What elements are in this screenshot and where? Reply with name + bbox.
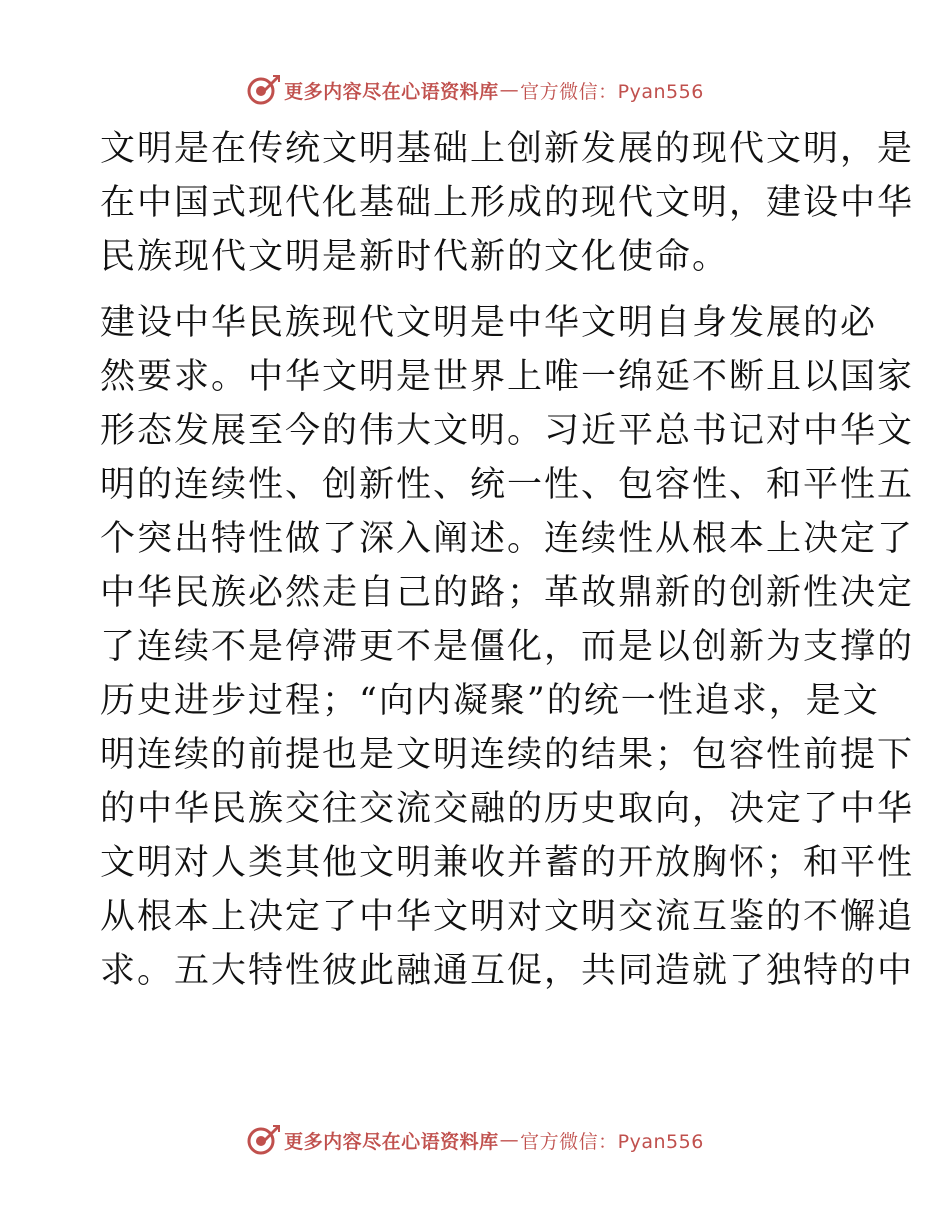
watermark-wechat-text: 官方微信：Pyan556 bbox=[520, 80, 704, 103]
watermark-dash: — bbox=[499, 1129, 520, 1151]
quill-logo-icon bbox=[246, 1123, 280, 1157]
text-line: 在中国式现代化基础上形成的现代文明，建设中华 bbox=[100, 183, 915, 223]
text-line: 建设中华民族现代文明是中华文明自身发展的必 bbox=[100, 303, 878, 343]
header-watermark bbox=[0, 70, 950, 110]
paragraph-1 bbox=[100, 122, 915, 284]
text-line: 的中华民族交往交流交融的历史取向，决定了中华 bbox=[100, 789, 915, 829]
watermark-dash: — bbox=[499, 79, 520, 101]
text-line: 求。五大特性彼此融通互促，共同造就了独特的中 bbox=[100, 951, 915, 991]
footer-watermark bbox=[0, 1120, 950, 1160]
text-line: 民族现代文明是新时代新的文化使命。 bbox=[100, 237, 730, 277]
text-line: 明连续的前提也是文明连续的结果；包容性前提下 bbox=[100, 735, 915, 775]
text-line: 从根本上决定了中华文明对文明交流互鉴的不懈追 bbox=[100, 897, 915, 937]
watermark-main-text: 更多内容尽在心语资料库 bbox=[284, 80, 499, 103]
watermark-wechat-text: 官方微信：Pyan556 bbox=[520, 1130, 704, 1153]
text-line: 形态发展至今的伟大文明。习近平总书记对中华文 bbox=[100, 411, 915, 451]
paragraph-2 bbox=[100, 296, 915, 998]
text-line: 文明是在传统文明基础上创新发展的现代文明，是 bbox=[100, 129, 915, 169]
text-line: 中华民族必然走自己的路；革故鼎新的创新性决定 bbox=[100, 573, 915, 613]
text-line: 文明对人类其他文明兼收并蓄的开放胸怀；和平性 bbox=[100, 843, 915, 883]
text-line: 个突出特性做了深入阐述。连续性从根本上决定了 bbox=[100, 519, 915, 559]
text-line: 历史进步过程；“向内凝聚”的统一性追求，是文 bbox=[100, 681, 880, 721]
text-line: 然要求。中华文明是世界上唯一绵延不断且以国家 bbox=[100, 357, 915, 397]
quill-logo-icon bbox=[246, 73, 280, 107]
watermark-main-text: 更多内容尽在心语资料库 bbox=[284, 1130, 499, 1153]
text-line: 明的连续性、创新性、统一性、包容性、和平性五 bbox=[100, 465, 915, 505]
text-line: 了连续不是停滞更不是僵化，而是以创新为支撑的 bbox=[100, 627, 915, 667]
document-body bbox=[100, 122, 915, 998]
